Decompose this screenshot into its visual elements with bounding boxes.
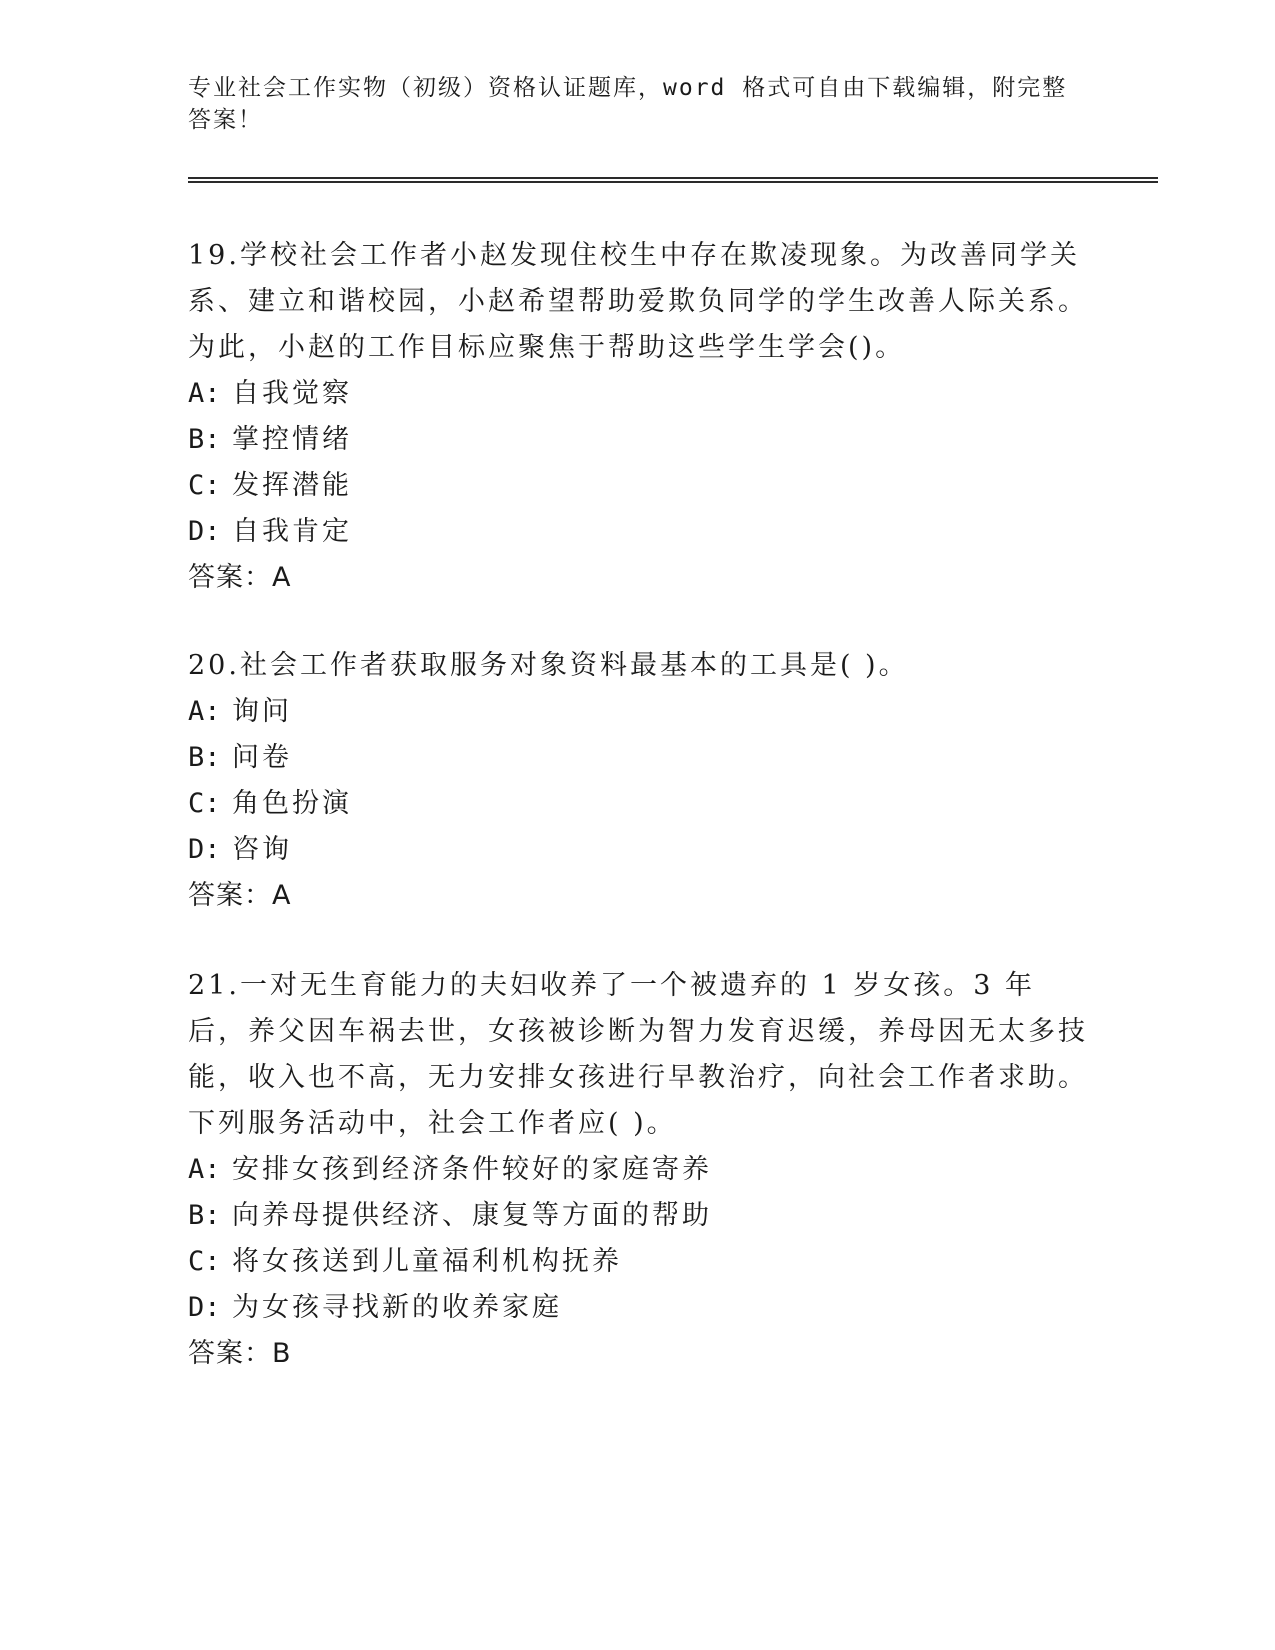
question-stem: 19.学校社会工作者小赵发现住校生中存在欺凌现象。为改善同学关系、建立和谐校园，小赵希望帮助爱欺负同学的学生改善人际关系。为此，小赵的工作目标应聚焦于帮助这些学生学会()。 — [188, 240, 1088, 363]
option-c — [188, 781, 1088, 827]
header-divider-top — [188, 177, 1158, 179]
option-text: 发挥潜能 — [232, 470, 352, 501]
option-b — [188, 417, 1088, 463]
question-stem: 21.一对无生育能力的夫妇收养了一个被遗弃的 1 岁女孩。3 年后，养父因车祸去世，女孩被诊断为智力发育迟缓，养母因无太多技能，收入也不高，无力安排女孩进行早教治疗，向社会工作者求助。下列服务活动中，社会工作者应( )。 — [188, 970, 1088, 1139]
option-letter: D: — [188, 516, 221, 547]
option-text: 向养母提供经济、康复等方面的帮助 — [232, 1200, 712, 1231]
question-20 — [188, 643, 1088, 919]
answer-line: 答案：A — [188, 562, 292, 593]
option-text: 安排女孩到经济条件较好的家庭寄养 — [232, 1154, 712, 1185]
option-text: 咨询 — [232, 834, 292, 865]
option-a — [188, 689, 1088, 735]
option-letter: D: — [188, 834, 221, 865]
option-c — [188, 1239, 1088, 1285]
option-c — [188, 463, 1088, 509]
question-21 — [188, 963, 1088, 1377]
option-d — [188, 509, 1088, 555]
option-text: 询问 — [232, 696, 292, 727]
option-letter: C: — [188, 788, 221, 819]
option-b — [188, 735, 1088, 781]
option-letter: A: — [188, 1154, 221, 1185]
option-letter: B: — [188, 742, 221, 773]
option-text: 角色扮演 — [232, 788, 352, 819]
option-letter: C: — [188, 1246, 221, 1277]
question-stem: 20.社会工作者获取服务对象资料最基本的工具是( )。 — [188, 650, 909, 681]
option-text: 掌控情绪 — [232, 424, 352, 455]
option-d — [188, 1285, 1088, 1331]
option-text: 为女孩寻找新的收养家庭 — [232, 1292, 562, 1323]
answer-line: 答案：A — [188, 880, 292, 911]
option-a — [188, 371, 1088, 417]
page-header-text: 专业社会工作实物（初级）资格认证题库，word 格式可自由下载编辑，附完整答案！ — [188, 75, 1068, 133]
option-letter: B: — [188, 1200, 221, 1231]
option-text: 将女孩送到儿童福利机构抚养 — [232, 1246, 622, 1277]
option-text: 自我肯定 — [232, 516, 352, 547]
option-letter: A: — [188, 378, 221, 409]
option-letter: B: — [188, 424, 221, 455]
option-d — [188, 827, 1088, 873]
option-a — [188, 1147, 1088, 1193]
question-19 — [188, 233, 1088, 601]
option-text: 自我觉察 — [232, 378, 352, 409]
option-letter: C: — [188, 470, 221, 501]
option-text: 问卷 — [232, 742, 292, 773]
header-divider-bottom — [188, 181, 1158, 183]
answer-line: 答案：B — [188, 1338, 292, 1369]
option-letter: A: — [188, 696, 221, 727]
option-b — [188, 1193, 1088, 1239]
option-letter: D: — [188, 1292, 221, 1323]
